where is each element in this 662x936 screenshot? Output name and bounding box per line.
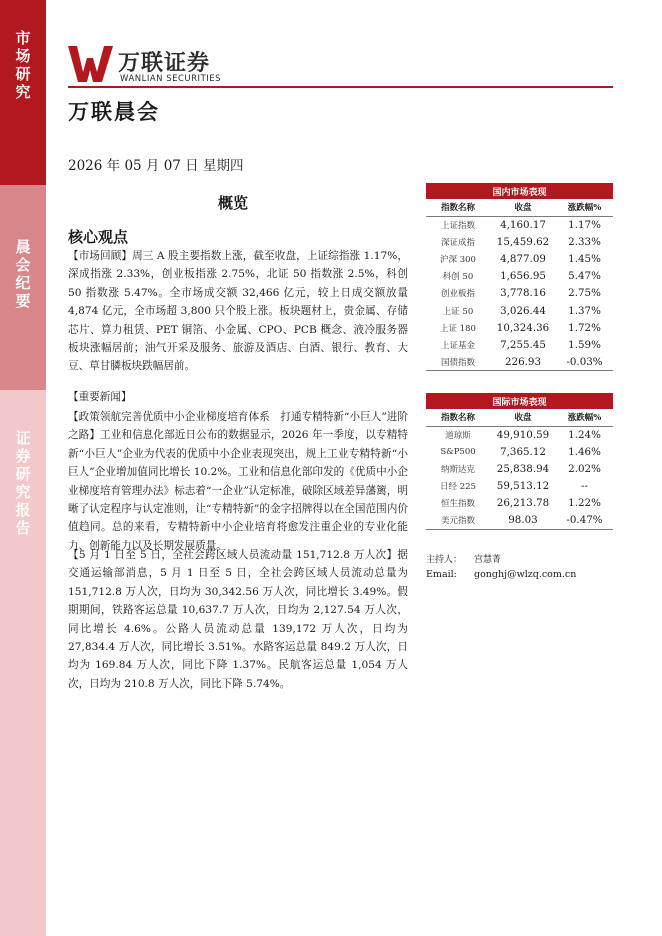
sidebar-label: 市场研究 — [13, 30, 32, 102]
close-value: 3,778.16 — [500, 287, 546, 300]
column-header: 涨跌幅% — [556, 409, 613, 426]
column-header: 收盘 — [490, 409, 556, 426]
sidebar-section-market-research — [0, 0, 46, 185]
core-view-heading: 核心观点 — [68, 228, 129, 246]
company-logo — [68, 44, 328, 88]
column-header: 指数名称 — [426, 409, 490, 426]
change-percent: 1.59% — [568, 338, 601, 351]
index-name: 纳斯达克 — [440, 464, 475, 475]
table-row — [426, 285, 613, 302]
table-row — [426, 268, 613, 285]
table-row — [426, 319, 613, 336]
index-name: 美元指数 — [426, 512, 490, 529]
index-name: 上证指数 — [440, 220, 475, 231]
close-value: 98.03 — [490, 512, 556, 529]
email-info — [426, 569, 577, 580]
sidebar-label: 证券研究报告 — [13, 430, 32, 538]
host-label: 主持人： — [426, 555, 463, 565]
sidebar-label: 晨会纪要 — [13, 239, 32, 311]
sidebar-section-research-report — [0, 390, 46, 936]
news-item-sme-policy: 【政策领航完善优质中小企业梯度培育体系 打通专精特新“小巨人”进阶之路】工业和信息化部近日公布的数据显示，2026 年一季度，以专精特新“小巨人”企业为代表的优质中小企业表现突出，规上工业专精特新“小巨人”企业增加值同比增长 10.2%。工业和信息化部印发的《优质中小企业梯度培育管理办法》标志着“一企业”认定标准，破除区域差异藩篱，明晰了认定程序与认定准则，让“专精特新”的金字招牌得以在全国范围内价值趋同。总的来看，专精特新中小企业培育将愈发注重企业的专业化能力、创新能力以及长期发展质量。 — [68, 411, 408, 552]
change-percent: -- — [581, 480, 588, 493]
close-value: 226.93 — [490, 354, 556, 371]
overview-heading: 概览 — [218, 194, 249, 212]
index-name: 道琼斯 — [445, 430, 471, 441]
host-name: 宫慧菁 — [474, 555, 502, 565]
table-row — [426, 302, 613, 319]
wanlian-logo-icon — [68, 44, 114, 84]
index-name: 恒生指数 — [440, 499, 475, 510]
table-row — [426, 443, 613, 460]
change-percent: 1.46% — [568, 445, 601, 458]
change-percent: -0.03% — [556, 354, 613, 371]
sidebar-section-morning-meeting — [0, 185, 46, 390]
table-row — [426, 250, 613, 267]
close-value: 3,026.44 — [500, 304, 546, 317]
change-percent: 2.02% — [568, 462, 601, 475]
table-caption: 国内市场表现 — [426, 183, 613, 199]
table-row — [426, 216, 613, 233]
close-value: 7,255.45 — [500, 338, 546, 351]
table-row — [426, 495, 613, 512]
index-name: 上证 50 — [442, 306, 474, 317]
column-header: 指数名称 — [426, 199, 490, 216]
market-review-paragraph: 【市场回顾】周三 A 股主要指数上涨，截至收盘，上证综指涨 1.17%，深成指涨 2.33%，创业板指涨 2.75%，北证 50 指数涨 2.5%，科创 50 指数涨 5.47%。全市场成交额 32,466 亿元，较上日成交额放量 4,874 亿元，全市场超 3,800 只个股上涨。板块题材上，贵金属、存储芯片、算力租赁、PET 铜箔、小金属、CPO、PCB 概念、液冷服务器板块涨幅居前；油气开采及服务、旅游及酒店、白酒、银行、教育、大豆、草甘膦板块跌幅居前。 — [68, 250, 408, 373]
table-row — [426, 233, 613, 250]
host-info — [426, 552, 502, 565]
index-name: 科创 50 — [442, 272, 474, 283]
header-divider — [68, 86, 613, 88]
email-label: Email: — [426, 569, 457, 580]
change-percent: 1.24% — [568, 428, 601, 441]
change-percent: 1.22% — [568, 497, 601, 510]
change-percent: 1.72% — [568, 321, 601, 334]
close-value: 15,459.62 — [496, 235, 550, 248]
index-name: 上证 180 — [440, 323, 476, 334]
table-row — [426, 354, 613, 371]
index-name: 深证成指 — [440, 237, 475, 248]
table-row — [426, 512, 613, 529]
index-name: 上证基金 — [440, 340, 475, 351]
domestic-market-table — [426, 183, 613, 371]
close-value: 10,324.36 — [496, 321, 550, 334]
close-value: 7,365.12 — [500, 445, 546, 458]
index-name: 创业板指 — [440, 289, 475, 300]
change-percent: 1.37% — [568, 304, 601, 317]
international-market-table — [426, 393, 613, 530]
important-news-tag: 【重要新闻】 — [68, 391, 132, 403]
close-value: 26,213.78 — [496, 497, 550, 510]
table-row — [426, 460, 613, 477]
left-sidebar — [0, 0, 46, 936]
index-name: 日经 225 — [440, 482, 476, 493]
logo-english-name: WANLIAN SECURITIES — [120, 74, 222, 84]
close-value: 1,656.95 — [500, 270, 546, 283]
table-row — [426, 336, 613, 353]
change-percent: 2.33% — [568, 235, 601, 248]
change-percent: -0.47% — [556, 512, 613, 529]
change-percent: 1.17% — [568, 218, 601, 231]
index-name: 国债指数 — [426, 354, 490, 371]
column-header: 涨跌幅% — [556, 199, 613, 216]
table-row — [426, 478, 613, 495]
logo-chinese-name: 万联证券 — [118, 51, 211, 76]
close-value: 59,513.12 — [496, 480, 550, 493]
close-value: 4,877.09 — [500, 252, 546, 265]
report-title: 万联晨会 — [68, 99, 160, 124]
column-header: 收盘 — [490, 199, 556, 216]
report-date: 2026 年 05 月 07 日 星期四 — [68, 158, 244, 174]
index-name: S&P500 — [440, 446, 476, 457]
index-name: 沪深 300 — [440, 254, 476, 265]
change-percent: 1.45% — [568, 252, 601, 265]
table-caption: 国际市场表现 — [426, 393, 613, 409]
email-address[interactable]: gonghj@wlzq.com.cn — [474, 569, 577, 580]
close-value: 49,910.59 — [496, 428, 550, 441]
close-value: 4,160.17 — [500, 218, 546, 231]
news-item-mobility: 【5 月 1 日至 5 日，全社会跨区域人员流动量 151,712.8 万人次】据交通运输部消息，5 月 1 日至 5 日，全社会跨区域人员流动总量为 151,712.8 万人次，日均为 30,342.56 万人次，同比增长 3.49%。假期期间，铁路客运总量 10,637.7 万人次，日均为 2,127.54 万人次，同比增长 4.6%。公路人员流动总量 139,172 万人次，日均为 27,834.4 万人次，同比增长 3.51%。水路客运总量 849.2 万人次，日均为 169.84 万人次，同比下降 1.37%。民航客运总量 1,054 万人次，日均为 210.8 万人次，同比下降 5.74%。 — [68, 549, 408, 690]
change-percent: 2.75% — [568, 287, 601, 300]
change-percent: 5.47% — [568, 270, 601, 283]
table-row — [426, 426, 613, 443]
close-value: 25,838.94 — [496, 462, 550, 475]
